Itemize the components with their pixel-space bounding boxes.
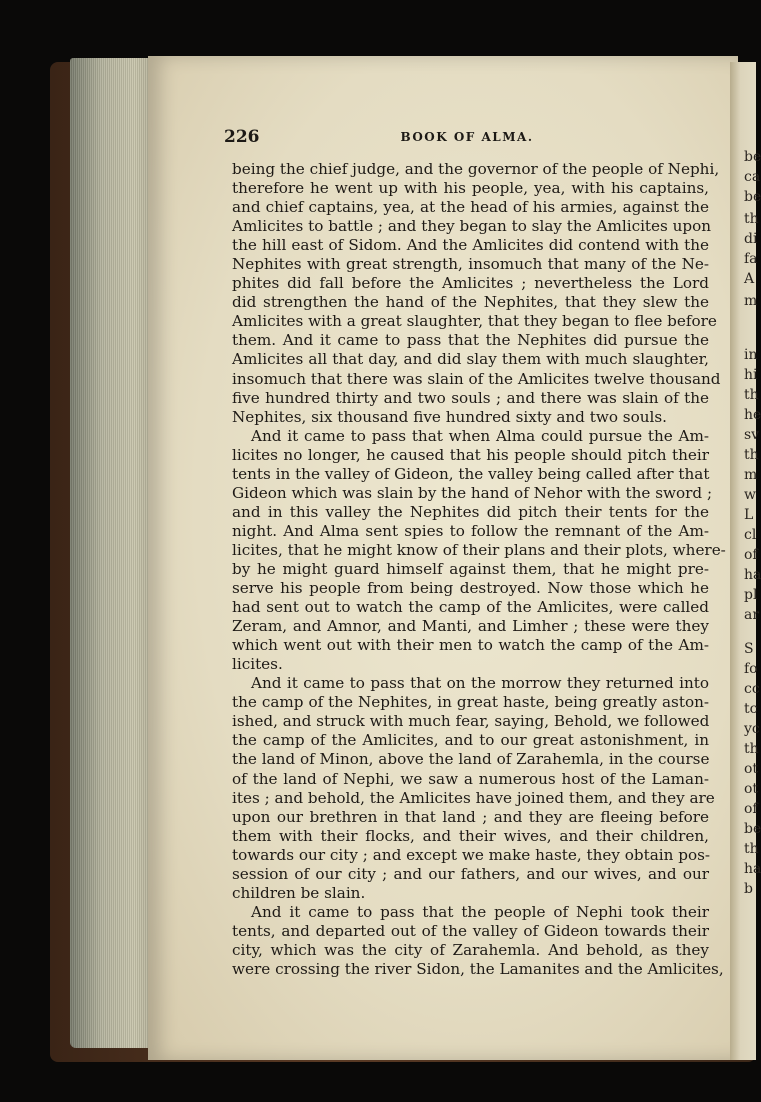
text-line: were crossing the river Sidon, the Lamanites and the Amlicites, <box>232 959 724 978</box>
facing-page-fragment: tc <box>744 701 758 717</box>
facing-page-fragment: of <box>744 801 758 817</box>
text-line: did strengthen the hand of the Nephites, that they slew the <box>232 293 709 312</box>
page-header <box>224 127 710 147</box>
facing-page-fragment: fa <box>744 251 758 267</box>
text-line: and chief captains, yea, at the head of his armies, against the <box>232 198 709 217</box>
facing-page-fragment: in <box>744 347 758 363</box>
body-text <box>232 160 726 979</box>
facing-page-fragment: th <box>744 741 759 757</box>
text-line: Zeram, and Amnor, and Manti, and Limher ; these were they <box>232 617 709 636</box>
text-line: by he might guard himself against them, that he might pre- <box>232 559 709 578</box>
facing-page-fragment: A <box>744 271 755 287</box>
text-line: city, which was the city of Zarahemla. And behold, as they <box>232 940 709 959</box>
text-line: therefore he went up with his people, yea, with his captains, <box>232 179 709 198</box>
facing-page-fragment: L <box>744 507 754 523</box>
text-line: the hill east of Sidom. And the Amlicites did contend with the <box>232 236 709 255</box>
text-line: licites no longer, he caused that his people should pitch their <box>232 445 709 464</box>
facing-page-fragment: pl <box>744 587 758 603</box>
facing-page-fragment: m <box>744 467 758 483</box>
facing-page-fragment: sv <box>744 427 760 443</box>
text-line: And it came to pass that the people of Nephi took their <box>251 902 709 921</box>
text-line: which went out with their men to watch the camp of the Am- <box>232 636 709 655</box>
text-line: serve his people from being destroyed. Now those which he <box>232 579 709 598</box>
text-line: And it came to pass that when Alma could pursue the Am- <box>251 426 709 445</box>
facing-page-fragment: di <box>744 231 758 247</box>
text-line: five hundred thirty and two souls ; and there was slain of the <box>232 388 709 407</box>
facing-page-fragment: ha <box>744 567 761 583</box>
text-line: the land of Minon, above the land of Zarahemla, in the course <box>232 750 710 769</box>
text-line: Amlicites with a great slaughter, that they began to flee before <box>232 312 717 331</box>
facing-page-fragment: w <box>744 487 756 503</box>
text-line: and in this valley the Nephites did pitch their tents for the <box>232 502 709 521</box>
text-line: upon our brethren in that land ; and they are fleeing before <box>232 807 709 826</box>
facing-page-fragment: ca <box>744 169 761 185</box>
facing-page-fragment: th <box>744 387 759 403</box>
text-line: Nephites, six thousand five hundred sixty and two souls. <box>232 407 667 426</box>
facing-page-fragment: ha <box>744 861 761 877</box>
facing-page-fragment: be <box>744 821 761 837</box>
text-line: the camp of the Amlicites, and to our great astonishment, in <box>232 731 709 750</box>
facing-page-fragment: cl <box>744 527 757 543</box>
running-head: BOOK OF ALMA. <box>400 130 534 144</box>
facing-page-fragment: be <box>744 149 761 165</box>
text-line: session of our city ; and our fathers, and our wives, and our <box>232 864 709 883</box>
facing-page-fragment: yc <box>744 721 760 737</box>
text-line: licites. <box>232 655 283 674</box>
facing-page-fragment: th <box>744 211 759 227</box>
text-line: tents, and departed out of the valley of Gideon towards their <box>232 921 709 940</box>
text-line: phites did fall before the Amlicites ; nevertheless the Lord <box>232 274 709 293</box>
text-line: ites ; and behold, the Amlicites have joined them, and they are <box>232 788 715 807</box>
text-line: licites, that he might know of their plans and their plots, where- <box>232 540 726 559</box>
facing-page-fragment: S <box>744 641 754 657</box>
text-line: had sent out to watch the camp of the Amlicites, were called <box>232 598 709 617</box>
facing-page-fragment: ot <box>744 761 759 777</box>
facing-page-fragment: b <box>744 881 753 897</box>
facing-page-fragment: fo <box>744 661 758 677</box>
text-line: tents in the valley of Gideon, the valley being called after that <box>232 464 710 483</box>
text-line: night. And Alma sent spies to follow the remnant of the Am- <box>232 521 709 540</box>
text-line: insomuch that there was slain of the Amlicites twelve thousand <box>232 369 721 388</box>
text-line: of the land of Nephi, we saw a numerous host of the Laman- <box>232 769 709 788</box>
facing-page-fragment: cc <box>744 681 760 697</box>
text-line: children be slain. <box>232 883 366 902</box>
facing-page-fragment: hi <box>744 367 758 383</box>
facing-page-fragment: be <box>744 189 761 205</box>
text-line: Amlicites all that day, and did slay them with much slaughter, <box>232 350 709 369</box>
text-line: the camp of the Nephites, in great haste, being greatly aston- <box>232 693 709 712</box>
facing-page-fragment: ar <box>744 607 760 623</box>
facing-page-fragment: th <box>744 841 759 857</box>
facing-page-fragment: of <box>744 547 758 563</box>
text-line: towards our city ; and except we make haste, they obtain pos- <box>232 845 711 864</box>
facing-page-fragment: ot <box>744 781 759 797</box>
text-line: them. And it came to pass that the Nephites did pursue the <box>232 331 709 350</box>
text-line: Gideon which was slain by the hand of Nehor with the sword ; <box>232 483 713 502</box>
facing-page-edge <box>730 62 761 1060</box>
facing-page-fragment: th <box>744 447 759 463</box>
text-line: Nephites with great strength, insomuch that many of the Ne- <box>232 255 709 274</box>
text-line: Amlicites to battle ; and they began to slay the Amlicites upon <box>232 217 712 236</box>
text-line: them with their flocks, and their wives, and their children, <box>232 826 709 845</box>
page-number: 226 <box>224 127 260 147</box>
text-line: ished, and struck with much fear, saying, Behold, we followed <box>232 712 710 731</box>
text-line: And it came to pass that on the morrow they returned into <box>251 674 709 693</box>
facing-page-fragment: m <box>744 293 758 309</box>
facing-page-fragment: he <box>744 407 761 423</box>
text-line: being the chief judge, and the governor of the people of Nephi, <box>232 160 720 178</box>
